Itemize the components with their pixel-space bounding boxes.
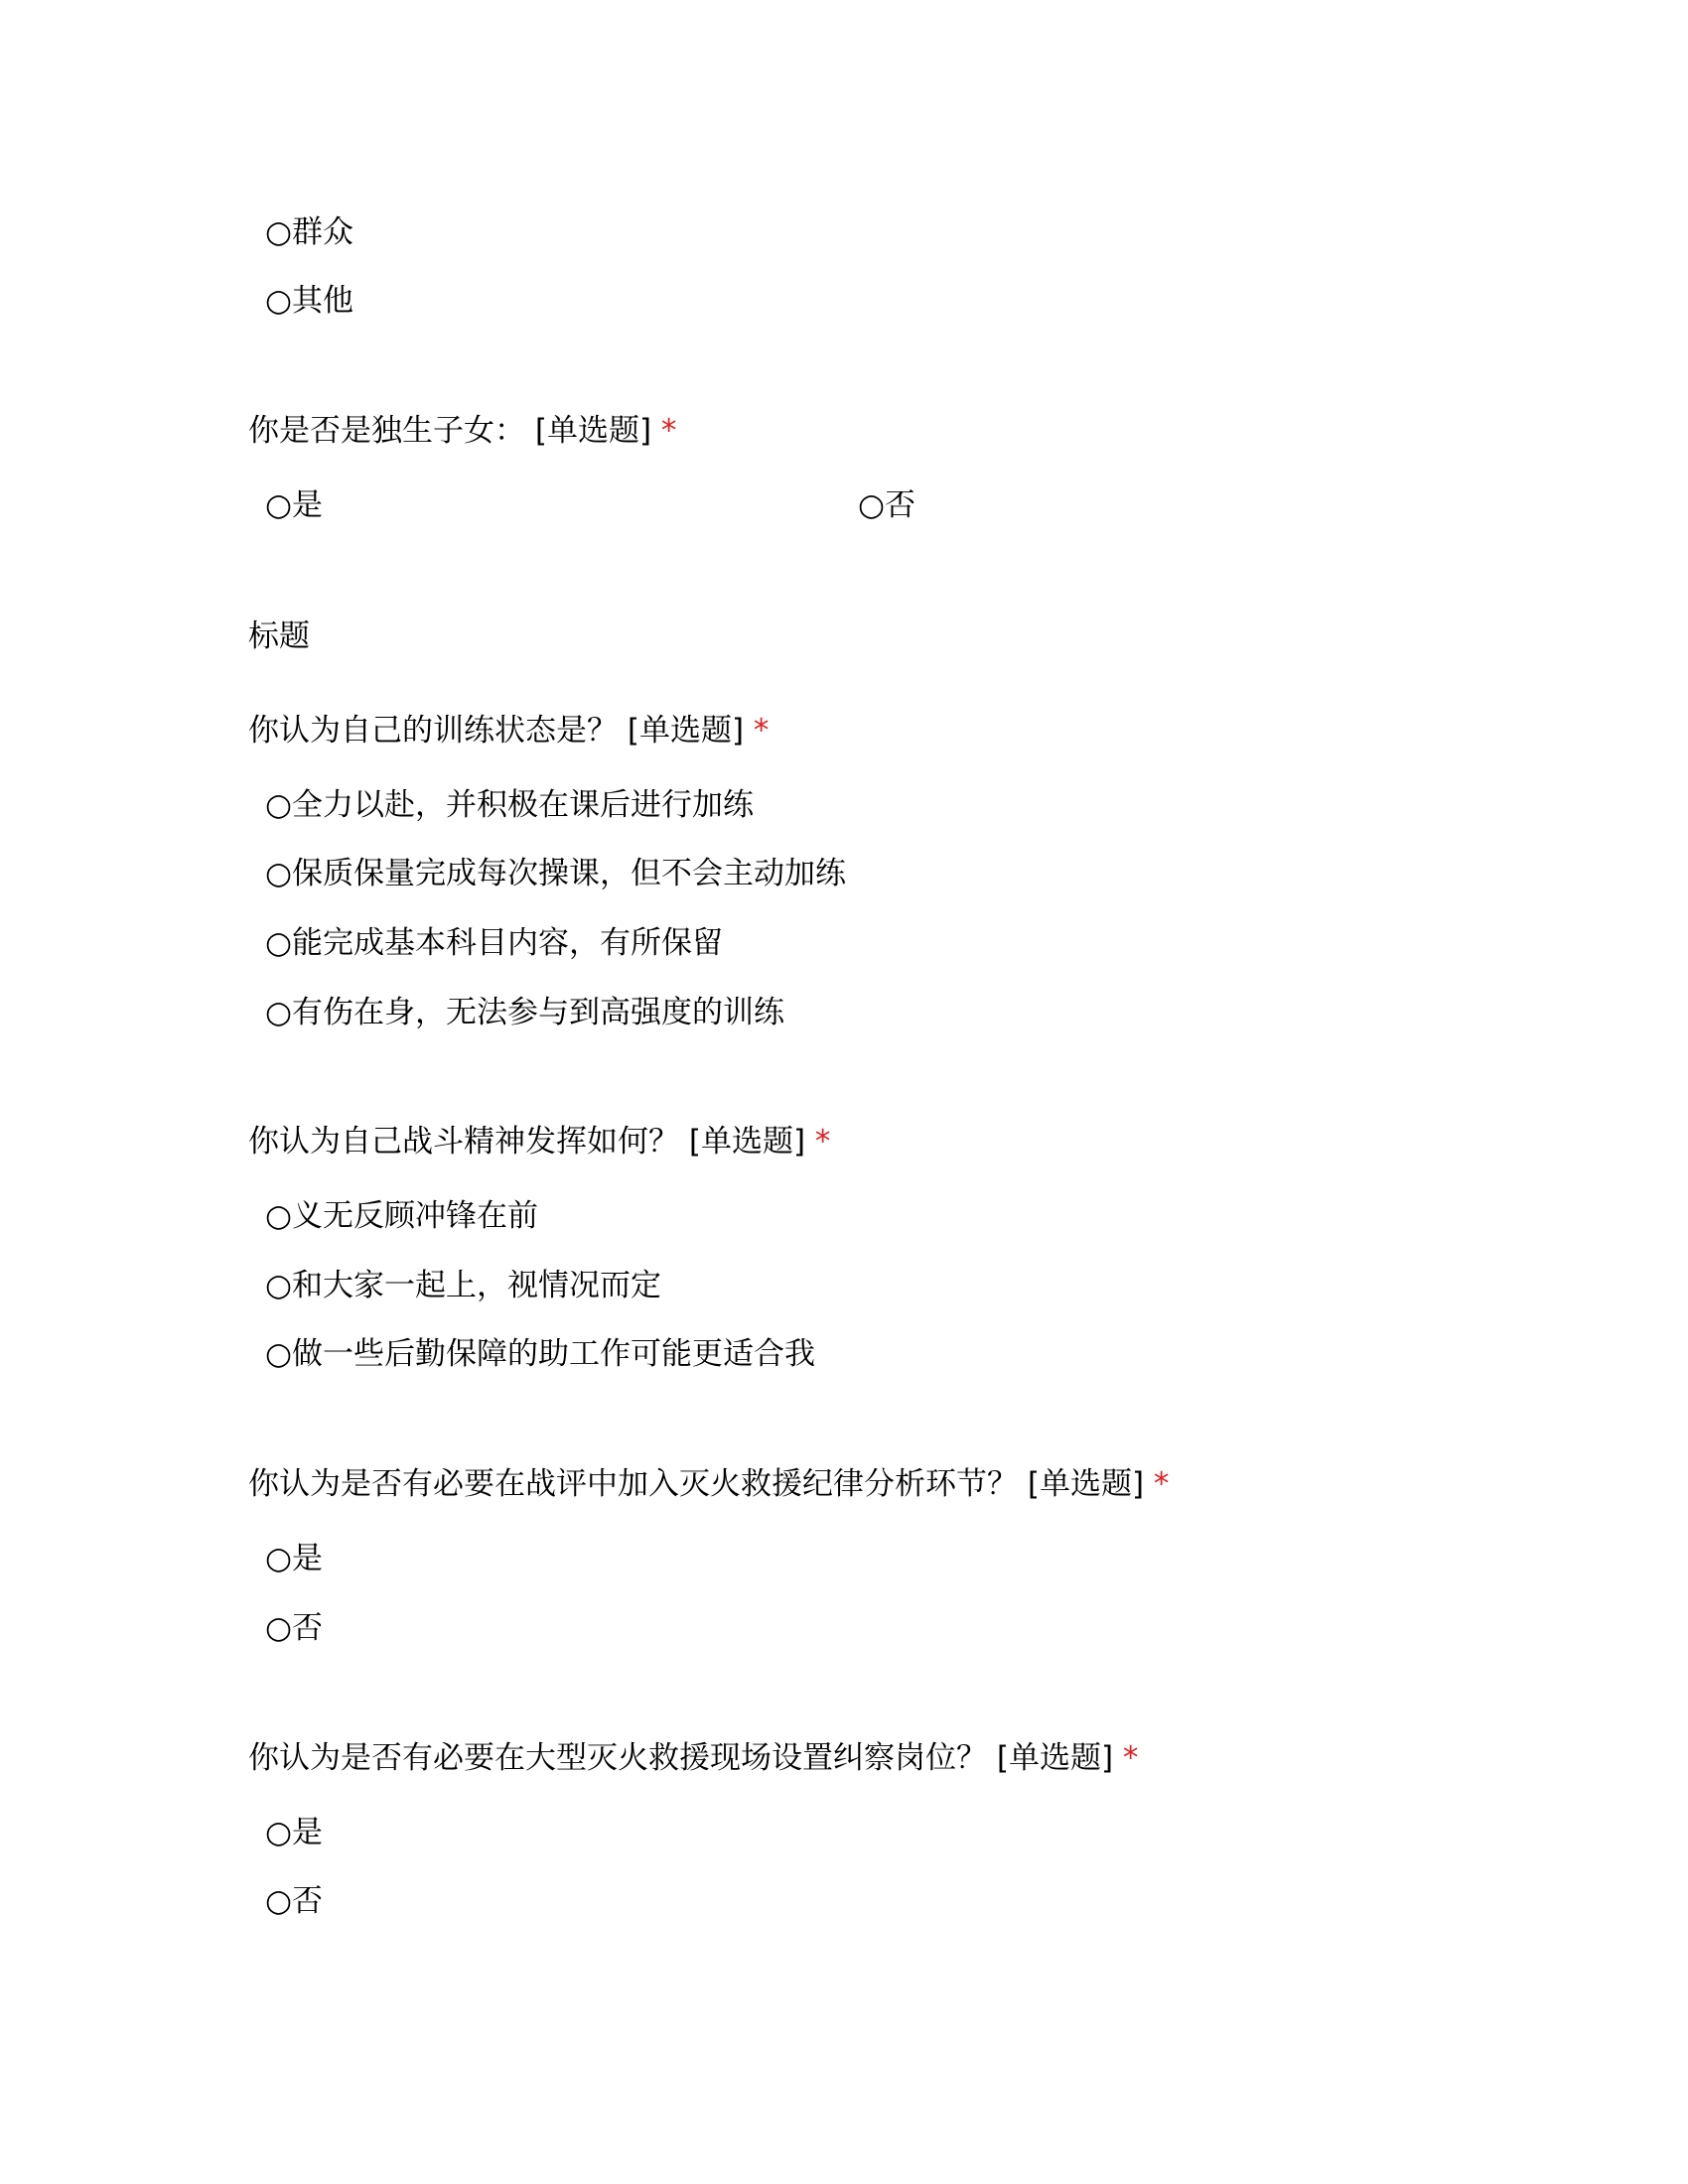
- option-item[interactable]: ○全力以赴，并积极在课后进行加练: [265, 787, 755, 823]
- question-title: [248, 1122, 830, 1161]
- option-item[interactable]: ○能完成基本科目内容，有所保留: [265, 925, 724, 961]
- required-mark: *: [1153, 1466, 1170, 1502]
- question-type: [单选题]: [996, 1740, 1114, 1776]
- option-masses[interactable]: ○群众: [265, 214, 354, 250]
- question-title: [248, 711, 769, 751]
- required-mark: *: [814, 1124, 831, 1160]
- section-title: 标题: [248, 618, 310, 654]
- option-no[interactable]: ○否: [265, 1610, 324, 1646]
- question-title: [248, 411, 676, 451]
- option-item[interactable]: ○义无反顾冲锋在前: [265, 1198, 539, 1234]
- option-item[interactable]: ○有伤在身，无法参与到高强度的训练: [265, 995, 785, 1030]
- option-yes[interactable]: ○是: [265, 1815, 324, 1850]
- option-other[interactable]: ○其他: [265, 283, 354, 319]
- required-mark: *: [660, 413, 677, 449]
- option-no[interactable]: ○否: [265, 1883, 324, 1919]
- question-type: [单选题]: [627, 713, 745, 749]
- question-text: 你认为是否有必要在战评中加入灭火救援纪律分析环节？: [248, 1466, 1018, 1502]
- required-mark: *: [1122, 1740, 1139, 1776]
- option-item[interactable]: ○和大家一起上，视情况而定: [265, 1268, 662, 1303]
- option-item[interactable]: ○保质保量完成每次操课，但不会主动加练: [265, 856, 847, 891]
- question-type: [单选题]: [534, 413, 652, 449]
- option-yes[interactable]: ○是: [265, 487, 324, 523]
- question-text: 你是否是独生子女：: [248, 413, 525, 449]
- option-yes[interactable]: ○是: [265, 1541, 324, 1576]
- question-text: 你认为自己的训练状态是？: [248, 713, 618, 749]
- question-title: [248, 1738, 1138, 1778]
- option-no[interactable]: ○否: [858, 487, 916, 523]
- required-mark: *: [753, 713, 770, 749]
- question-text: 你认为是否有必要在大型灭火救援现场设置纠察岗位？: [248, 1740, 987, 1776]
- question-text: 你认为自己战斗精神发挥如何？: [248, 1124, 679, 1160]
- question-type: [单选题]: [1027, 1466, 1145, 1502]
- question-type: [单选题]: [688, 1124, 806, 1160]
- question-title: [248, 1464, 1169, 1504]
- option-item[interactable]: ○做一些后勤保障的助工作可能更适合我: [265, 1336, 816, 1372]
